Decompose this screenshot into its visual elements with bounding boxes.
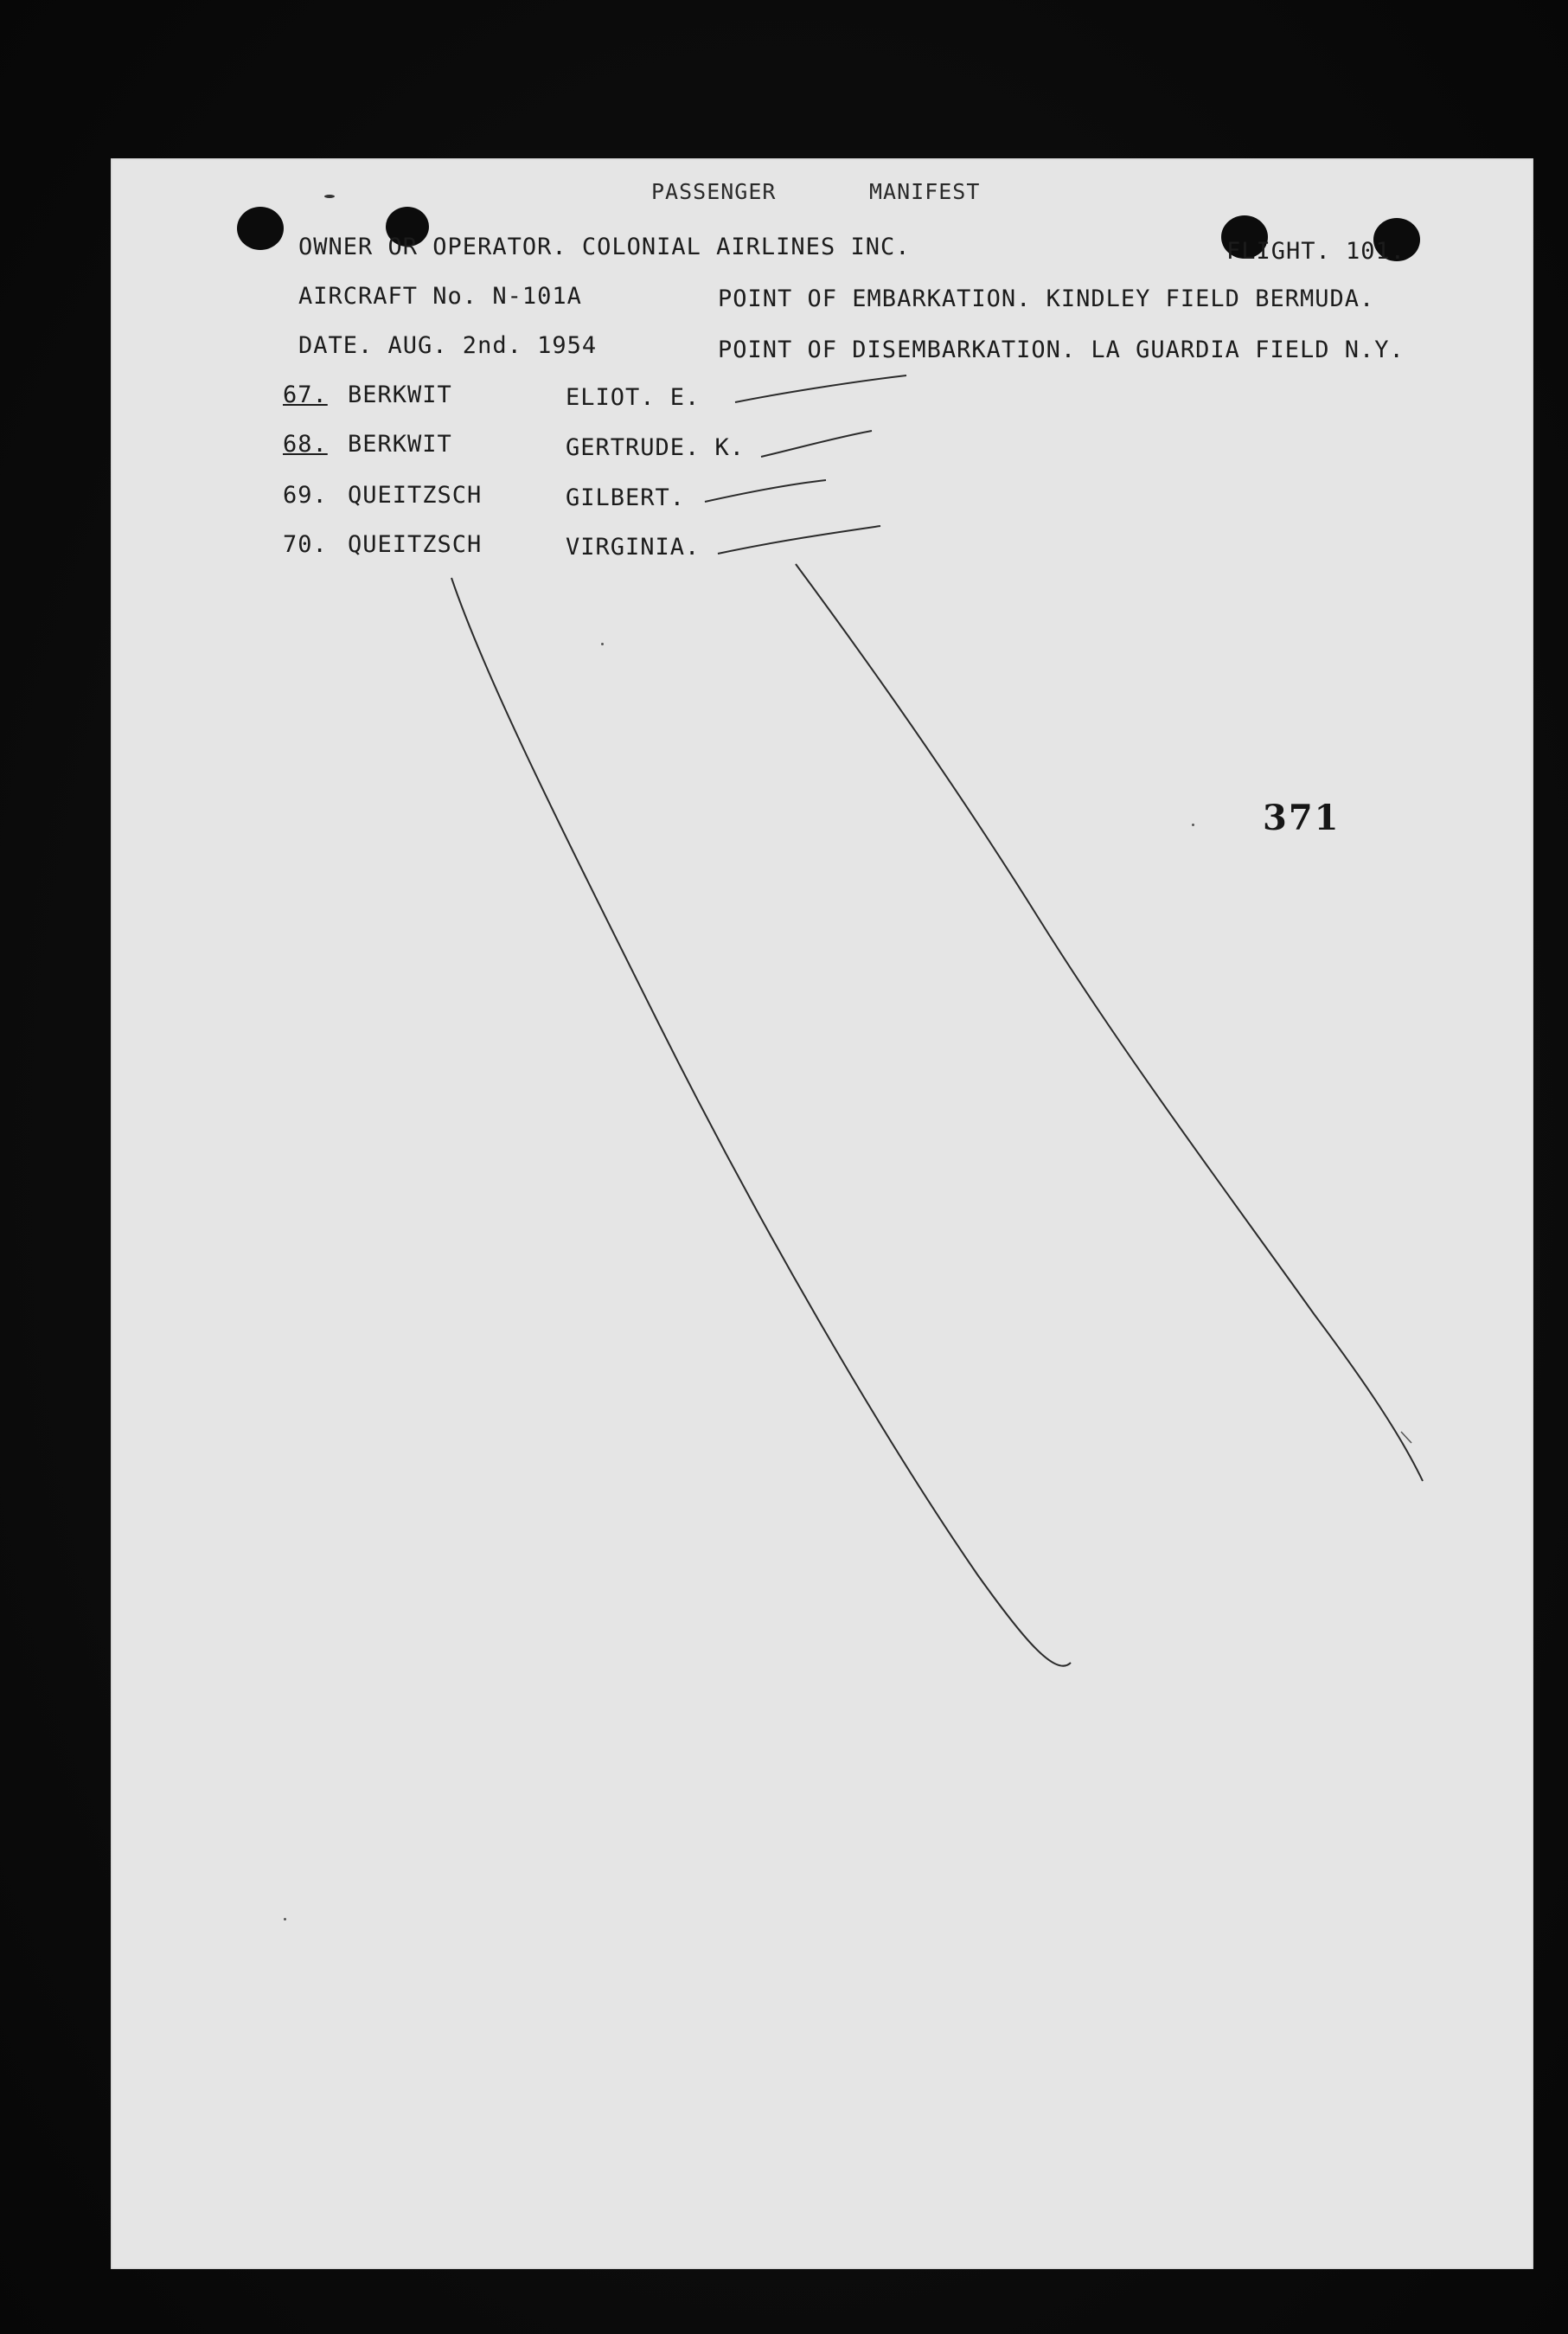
passenger-surname: BERKWIT xyxy=(348,431,452,458)
owner-operator: OWNER OR OPERATOR. COLONIAL AIRLINES INC. xyxy=(298,234,911,260)
passenger-number: 70. xyxy=(283,531,328,558)
passenger-surname: QUEITZSCH xyxy=(348,531,483,558)
pencil-tick-row-67 xyxy=(735,375,906,402)
passenger-number: 69. xyxy=(283,482,328,509)
passenger-surname: QUEITZSCH xyxy=(348,482,483,509)
paper-speck xyxy=(601,643,604,645)
point-of-embarkation: POINT OF EMBARKATION. KINDLEY FIELD BERMUDA. xyxy=(718,285,1375,312)
pencil-stroke-tail xyxy=(1401,1432,1411,1443)
pencil-tick-row-69 xyxy=(705,480,826,502)
passenger-given-name: VIRGINIA. xyxy=(566,534,701,561)
manifest-date: DATE. AUG. 2nd. 1954 xyxy=(298,332,598,359)
paper-speck xyxy=(324,195,335,198)
paper-speck xyxy=(284,1918,286,1920)
passenger-number: 67. xyxy=(283,382,328,408)
pencil-tick-row-68 xyxy=(761,431,872,457)
paper-speck xyxy=(1192,824,1194,826)
passenger-surname: BERKWIT xyxy=(348,382,452,408)
passenger-number: 68. xyxy=(283,431,328,458)
passenger-given-name: GILBERT. xyxy=(566,484,686,511)
page-number: 371 xyxy=(1263,798,1341,838)
aircraft-number: AIRCRAFT No. N-101A xyxy=(298,283,582,310)
flight-number: FLIGHT. 101. xyxy=(1226,238,1406,265)
title-passenger: PASSENGER xyxy=(651,179,777,204)
title-manifest: MANIFEST xyxy=(869,179,981,204)
passenger-given-name: GERTRUDE. K. xyxy=(566,434,746,461)
pencil-tick-row-70 xyxy=(718,526,880,554)
pencil-long-stroke-right xyxy=(796,564,1423,1481)
point-of-disembarkation: POINT OF DISEMBARKATION. LA GUARDIA FIELD N.Y. xyxy=(718,337,1405,363)
passenger-given-name: ELIOT. E. xyxy=(566,384,701,411)
pencil-long-stroke-left xyxy=(451,578,1071,1666)
